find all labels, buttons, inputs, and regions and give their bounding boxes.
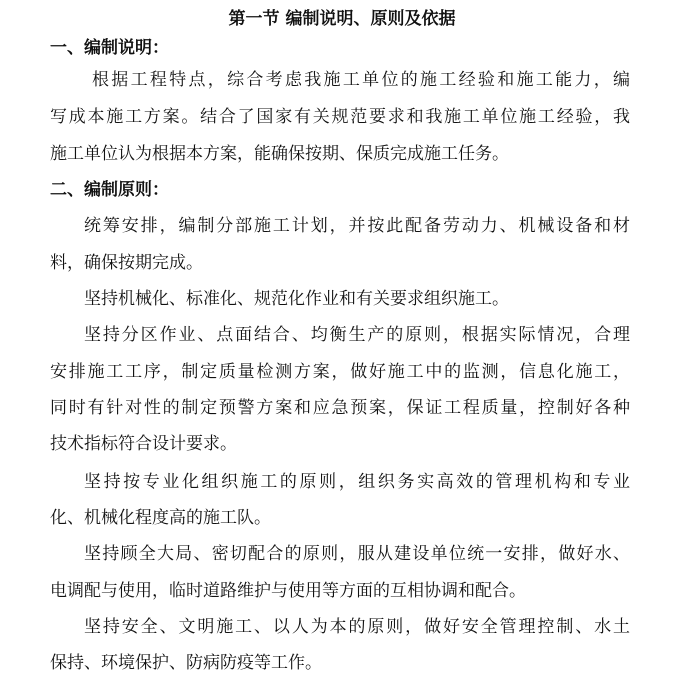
heading-compilation-principles: 二、编制原则： xyxy=(50,180,169,200)
text-line: 保持、环境保护、防病防疫等工作。 xyxy=(50,653,322,673)
text-line: 统筹安排，编制分部施工计划，并按此配备劳动力、机械设备和材 xyxy=(84,216,630,236)
section-title: 第一节 编制说明、原则及依据 xyxy=(228,9,456,29)
text-line: 坚持顾全大局、密切配合的原则，服从建设单位统一安排，做好水、 xyxy=(84,544,630,564)
text-line: 技术指标符合设计要求。 xyxy=(50,434,237,454)
text-line: 施工单位认为根据本方案，能确保按期、保质完成施工任务。 xyxy=(50,144,509,164)
text-line: 料，确保按期完成。 xyxy=(50,253,203,273)
text-line: 根据工程特点，综合考虑我施工单位的施工经验和施工能力，编 xyxy=(92,70,630,90)
text-line: 坚持按专业化组织施工的原则，组织务实高效的管理机构和专业 xyxy=(84,472,630,492)
text-line: 安排施工工序，制定质量检测方案，做好施工中的监测，信息化施工， xyxy=(50,362,630,382)
text-line: 写成本施工方案。结合了国家有关规范要求和我施工单位施工经验，我 xyxy=(50,107,630,127)
text-line: 坚持安全、文明施工、以人为本的原则，做好安全管理控制、水土 xyxy=(84,617,630,637)
text-line: 同时有针对性的制定预警方案和应急预案，保证工程质量，控制好各种 xyxy=(50,398,630,418)
heading-compilation-notes: 一、编制说明： xyxy=(50,38,169,58)
text-line: 化、机械化程度高的施工队。 xyxy=(50,508,271,528)
text-line: 电调配与使用，临时道路维护与使用等方面的互相协调和配合。 xyxy=(50,581,526,601)
text-line: 坚持机械化、标准化、规范化作业和有关要求组织施工。 xyxy=(84,289,509,309)
text-line: 坚持分区作业、点面结合、均衡生产的原则，根据实际情况，合理 xyxy=(84,325,630,345)
